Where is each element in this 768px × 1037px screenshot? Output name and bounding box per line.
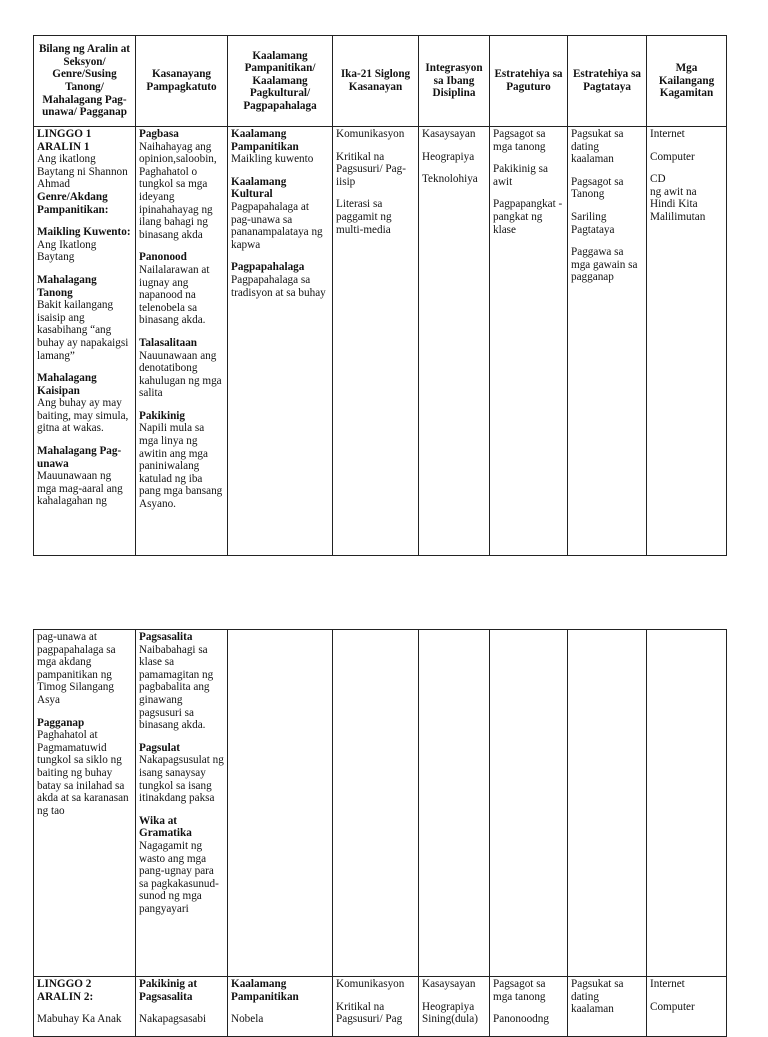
cell-estratehiya-pagtataya-week2 <box>568 977 647 1037</box>
pagbasa-label: Pagbasa <box>139 128 179 140</box>
list-item: Teknolohiya <box>422 173 478 186</box>
talasalitaan-label: Talasalitaan <box>139 336 198 349</box>
header-cell-integrasyon: Integrasyon sa Ibang Disiplina <box>419 36 490 127</box>
cell-siglo-week2 <box>333 977 419 1037</box>
wika-gramatika-text: Nagagamit ng wasto ang mga pang-ugnay para sa pagkakasunud-sunod ng mga pangyayari <box>139 839 219 915</box>
list-item: Heograpiya Sining(dula) <box>422 1000 478 1026</box>
panonood-text: Nailalarawan at iugnay ang napanood na telenobela sa binasang akda. <box>139 263 210 327</box>
list-item: CD ng awit na Hindi Kita Malilimutan <box>650 173 706 223</box>
cell-integrasyon-week1 <box>419 127 490 556</box>
header-cell-kasanayan: Kasanayang Pampagkatuto <box>136 36 228 127</box>
kaalamang-pampanitikan-label: Kaalamang Pampanitikan <box>231 128 299 153</box>
empty-cell <box>647 630 727 977</box>
list-item: Computer <box>650 1000 695 1013</box>
list-item: Sariling Pagtataya <box>571 210 615 236</box>
list-item: Kritikal na Pagsusuri/ Pag <box>336 1000 403 1026</box>
pagsasalita-text: Naibabahagi sa klase sa pamamagitan ng pagbabalita ang ginawang pagsusuri sa binasang akda. <box>139 643 214 732</box>
cell-estratehiya-paguturo-week1 <box>490 127 568 556</box>
list-item: Komunikasyon <box>336 978 405 990</box>
kaalamang-pampanitikan-label: Kaalamang Pampanitikan <box>231 978 299 1003</box>
cell-kagamitan-week2 <box>647 977 727 1037</box>
cell-kasanayan-week2 <box>136 977 228 1037</box>
list-item: Internet <box>650 978 685 990</box>
cell-aralin-week1 <box>34 127 136 556</box>
list-item: Internet <box>650 128 685 140</box>
kaalamang-pampanitikan-text: Maikling kuwento <box>231 153 314 166</box>
pagbasa-text: Naihahayag ang opinion,saloobin, Paghahatol o tungkol sa mga ideyang ipinahahayag ng ilang bahagi ng binasang akda <box>139 140 217 241</box>
kaalamang-kultural-text: Pagpapahalaga at pag-unawa sa pananampalataya ng kapwa <box>231 200 323 251</box>
list-item: Pagsagot sa Tanong <box>571 175 624 201</box>
panonood-label: Panonood <box>139 251 187 264</box>
list-item: Pagsagot sa mga tanong <box>493 978 546 1003</box>
empty-cell <box>568 630 647 977</box>
week-label: LINGGO 1 <box>37 128 92 140</box>
header-cell-estratehiya-pagtataya: Estratehiya sa Pagtataya <box>568 36 647 127</box>
lesson-title: Mabuhay Ka Anak <box>37 1013 122 1026</box>
lesson-title: Ang ikatlong Baytang ni Shannon Ahmad <box>37 153 128 191</box>
list-item: Komunikasyon <box>336 128 405 140</box>
header-cell-kagamitan: Mga Kailangang Kagamitan <box>647 36 727 127</box>
empty-cell <box>333 630 419 977</box>
pakikinig-pagsasalita-text: Nakapagsasabi <box>139 1013 207 1026</box>
cell-aralin-continuation <box>34 630 136 977</box>
empty-cell <box>419 630 490 977</box>
pagganap-label: Pagganap <box>37 716 85 729</box>
mahalagang-tanong-label: Mahalagang Tanong <box>37 273 97 299</box>
kaalamang-pampanitikan-text: Nobela <box>231 1013 264 1026</box>
table-row-continuation <box>34 630 727 977</box>
list-item: Pagpapangkat -pangkat ng klase <box>493 198 563 236</box>
list-item: Pagsagot sa mga tanong <box>493 128 546 153</box>
pakikinig-pagsasalita-label: Pakikinig at Pagsasalita <box>139 978 198 1003</box>
table-row-week1 <box>34 127 727 556</box>
list-item: Panonoodng <box>493 1013 549 1026</box>
mahalagang-kaisipan-text: Ang buhay ay may baiting, may simula, gitna at wakas. <box>37 397 129 435</box>
cell-integrasyon-week2 <box>419 977 490 1037</box>
curriculum-table-page1 <box>33 35 727 556</box>
header-row <box>34 36 727 127</box>
list-item: Paggawa sa mga gawain sa pagganap <box>571 246 638 284</box>
wika-gramatika-label: Wika at Gramatika <box>139 814 192 840</box>
week-label: LINGGO 2 <box>37 978 92 990</box>
pagpapahalaga-label: Pagpapahalaga <box>231 261 305 274</box>
empty-cell <box>228 630 333 977</box>
pakikinig-label: Pakikinig <box>139 409 186 422</box>
list-item: Literasi sa paggamit ng multi-media <box>336 198 392 236</box>
talasalitaan-text: Nauunawaan ang denotatibong kahulugan ng mga salita <box>139 349 222 400</box>
table-row-week2 <box>34 977 727 1037</box>
empty-cell <box>490 630 568 977</box>
list-item: Computer <box>650 150 695 163</box>
pagpapahalaga-text: Pagpapahalaga sa tradisyon at sa buhay <box>231 273 326 299</box>
cell-kaalaman-week2 <box>228 977 333 1037</box>
maikling-kuwento-label: Maikling Kuwento: <box>37 226 131 239</box>
pagsulat-label: Pagsulat <box>139 741 181 754</box>
pagunawa-continued-text: pag-unawa at pagpapahalaga sa mga akdang pampanitikan ng Timog Silangang Asya <box>37 631 116 706</box>
lesson-label: ARALIN 1 <box>37 140 90 153</box>
list-item: Pakikinig sa awit <box>493 163 549 188</box>
mahalagang-pagunawa-text: Mauunawaan ng mga mag-aaral ang kahalagahan ng <box>37 470 123 508</box>
list-item: Kritikal na Pagsusuri/ Pag-iisip <box>336 150 406 188</box>
curriculum-table-page2 <box>33 629 727 1037</box>
header-cell-siglo: Ika-21 Siglong Kasanayan <box>333 36 419 127</box>
mahalagang-tanong-text: Bakit kailangang isaisip ang kasabihang “ang buhay ay napakaigsi lamang” <box>37 299 129 362</box>
kaalamang-kultural-label: Kaalamang Kultural <box>231 175 287 201</box>
header-cell-estratehiya-paguturo: Estratehiya sa Paguturo <box>490 36 568 127</box>
header-cell-aralin: Bilang ng Aralin at Seksyon/ Genre/Susing Tanong/ Mahalagang Pag-unawa/ Pagganap <box>34 36 136 127</box>
cell-aralin-week2 <box>34 977 136 1037</box>
genre-label: Genre/Akdang Pampanitikan: <box>37 190 109 216</box>
pakikinig-text: Napili mula sa mga linya ng awitin ang mga paniniwalang katulad ng iba pang mga bansang Asyano. <box>139 422 223 511</box>
list-item: Kasaysayan <box>422 978 476 990</box>
list-item: Heograpiya <box>422 150 475 163</box>
cell-kasanayan-continuation <box>136 630 228 977</box>
mahalagang-pagunawa-label: Mahalagang Pag-unawa <box>37 445 122 470</box>
cell-siglo-week1 <box>333 127 419 556</box>
pagsasalita-label: Pagsasalita <box>139 631 193 643</box>
cell-estratehiya-paguturo-week2 <box>490 977 568 1037</box>
pagsulat-text: Nakapagsusulat ng isang sanaysay tungkol sa isang itinakdang paksa <box>139 754 224 805</box>
mahalagang-kaisipan-label: Mahalagang Kaisipan <box>37 372 97 397</box>
cell-kasanayan-week1 <box>136 127 228 556</box>
cell-kaalaman-week1 <box>228 127 333 556</box>
list-item: Pagsukat sa dating kaalaman <box>571 978 624 1016</box>
pagganap-text: Paghahatol at Pagmamatuwid tungkol sa siklo ng baiting ng buhay batay sa inilahad sa akda at sa karanasan ng tao <box>37 729 129 817</box>
list-item: Kasaysayan <box>422 128 476 140</box>
maikling-kuwento-text: Ang Ikatlong Baytang <box>37 238 97 264</box>
header-cell-kaalaman: Kaalamang Pampanitikan/ Kaalamang Pagkultural/ Pagpapahalaga <box>228 36 333 127</box>
list-item: Pagsukat sa dating kaalaman <box>571 128 624 166</box>
lesson-label: ARALIN 2: <box>37 990 94 1003</box>
cell-kagamitan-week1 <box>647 127 727 556</box>
cell-estratehiya-pagtataya-week1 <box>568 127 647 556</box>
